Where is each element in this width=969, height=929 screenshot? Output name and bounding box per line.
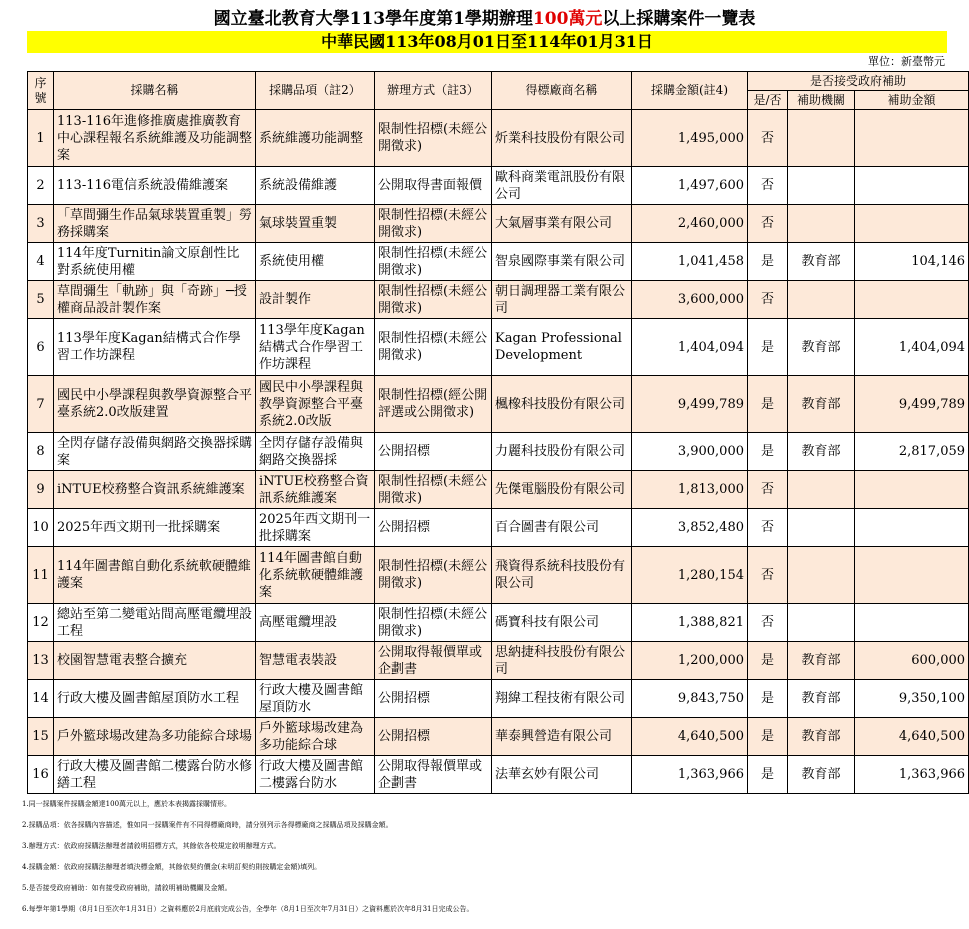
row-index: 8 <box>28 433 54 471</box>
row-amount: 1,813,000 <box>632 471 748 509</box>
row-vendor: Kagan Professional Development <box>492 319 632 376</box>
row-method: 公開招標 <box>375 509 492 547</box>
row-agency <box>788 281 855 319</box>
row-vendor: 大氣層事業有限公司 <box>492 205 632 243</box>
row-amount: 1,200,000 <box>632 642 748 680</box>
table-row <box>28 509 969 547</box>
row-yes-no: 否 <box>748 509 788 547</box>
page-title <box>0 8 969 30</box>
row-agency <box>788 509 855 547</box>
header-procurement-name: 採購名稱 <box>54 72 256 110</box>
row-procurement-name: 行政大樓及圖書館屋頂防水工程 <box>54 680 256 718</box>
row-vendor: 智泉國際事業有限公司 <box>492 243 632 281</box>
row-procurement-name: 全閃存儲存設備與網路交換器採購案 <box>54 433 256 471</box>
row-agency <box>788 471 855 509</box>
row-amount: 1,363,966 <box>632 756 748 794</box>
header-amount: 採購金額(註4) <box>632 72 748 110</box>
row-method: 公開招標 <box>375 433 492 471</box>
row-item: 氣球裝置重製 <box>256 205 375 243</box>
row-subsidy-amount <box>855 110 969 167</box>
row-procurement-name: 113-116年進修推廣處推廣教育中心課程報名系統維護及功能調整案 <box>54 110 256 167</box>
row-item: 系統設備維護 <box>256 167 375 205</box>
row-method: 限制性招標(經公開評選或公開徵求) <box>375 376 492 433</box>
row-vendor: 思納捷科技股份有限公司 <box>492 642 632 680</box>
row-method: 限制性招標(未經公開徵求) <box>375 547 492 604</box>
row-method: 公開取得報價單或企劃書 <box>375 642 492 680</box>
row-index: 16 <box>28 756 54 794</box>
row-vendor: 先傑電腦股份有限公司 <box>492 471 632 509</box>
row-vendor: 飛資得系統科技股份有限公司 <box>492 547 632 604</box>
row-agency <box>788 604 855 642</box>
row-method: 公開招標 <box>375 680 492 718</box>
row-subsidy-amount <box>855 509 969 547</box>
footnote: 2.採購品項：依各採購內容描述，惟如同一採購案件有不同得標廠商時，請分別列示各得標廠商之採購品項及採購金額。 <box>22 821 393 829</box>
row-agency: 教育部 <box>788 376 855 433</box>
table-row <box>28 281 969 319</box>
row-yes-no: 否 <box>748 205 788 243</box>
row-vendor: 碼寶科技有限公司 <box>492 604 632 642</box>
row-yes-no: 否 <box>748 110 788 167</box>
row-yes-no: 否 <box>748 547 788 604</box>
row-amount: 4,640,500 <box>632 718 748 756</box>
row-index: 1 <box>28 110 54 167</box>
row-index: 4 <box>28 243 54 281</box>
row-index: 10 <box>28 509 54 547</box>
row-amount: 1,495,000 <box>632 110 748 167</box>
row-subsidy-amount: 600,000 <box>855 642 969 680</box>
row-procurement-name: 行政大樓及圖書館二樓露台防水修繕工程 <box>54 756 256 794</box>
title-prefix: 國立臺北教育大學113學年度第1學期辦理 <box>213 9 533 29</box>
header-subsidy-group: 是否接受政府補助 <box>748 72 969 91</box>
row-item: 戶外籃球場改建為多功能綜合球 <box>256 718 375 756</box>
currency-unit: 單位：新臺幣元 <box>868 55 945 68</box>
row-item: 全閃存儲存設備與網路交換器採 <box>256 433 375 471</box>
row-subsidy-amount: 9,499,789 <box>855 376 969 433</box>
row-amount: 3,600,000 <box>632 281 748 319</box>
footnote: 5.是否接受政府補助：如有接受政府補助，請敘明補助機關及金額。 <box>22 884 232 892</box>
header-item: 採購品項（註2） <box>256 72 375 110</box>
row-item: 2025年西文期刊一批採購案 <box>256 509 375 547</box>
table-row <box>28 167 969 205</box>
row-yes-no: 是 <box>748 433 788 471</box>
table-row <box>28 756 969 794</box>
row-subsidy-amount <box>855 167 969 205</box>
row-vendor: 力麗科技股份有限公司 <box>492 433 632 471</box>
row-method: 公開取得報價單或企劃書 <box>375 756 492 794</box>
row-amount: 3,852,480 <box>632 509 748 547</box>
row-amount: 1,404,094 <box>632 319 748 376</box>
row-agency <box>788 167 855 205</box>
row-index: 3 <box>28 205 54 243</box>
row-amount: 1,041,458 <box>632 243 748 281</box>
row-yes-no: 是 <box>748 642 788 680</box>
table-row <box>28 547 969 604</box>
row-method: 限制性招標(未經公開徵求) <box>375 281 492 319</box>
row-vendor: 炘業科技股份有限公司 <box>492 110 632 167</box>
row-item: 國民中小學課程與教學資源整合平臺系統2.0改版 <box>256 376 375 433</box>
row-subsidy-amount: 1,404,094 <box>855 319 969 376</box>
row-subsidy-amount: 1,363,966 <box>855 756 969 794</box>
title-suffix: 以上採購案件一覽表 <box>602 9 756 29</box>
row-subsidy-amount <box>855 547 969 604</box>
row-item: 高壓電纜埋設 <box>256 604 375 642</box>
row-vendor: 朝日調理器工業有限公司 <box>492 281 632 319</box>
row-agency <box>788 547 855 604</box>
row-item: 系統維護功能調整 <box>256 110 375 167</box>
row-item: 行政大樓及圖書館二樓露台防水 <box>256 756 375 794</box>
table-row <box>28 471 969 509</box>
row-method: 限制性招標(未經公開徵求) <box>375 243 492 281</box>
row-subsidy-amount <box>855 604 969 642</box>
row-amount: 1,280,154 <box>632 547 748 604</box>
row-agency: 教育部 <box>788 718 855 756</box>
row-index: 15 <box>28 718 54 756</box>
row-vendor: 華泰興營造有限公司 <box>492 718 632 756</box>
row-index: 2 <box>28 167 54 205</box>
row-index: 5 <box>28 281 54 319</box>
row-index: 14 <box>28 680 54 718</box>
row-subsidy-amount <box>855 281 969 319</box>
header-agency: 補助機關 <box>788 91 855 110</box>
procurement-table <box>27 71 969 794</box>
row-item: 114年圖書館自動化系統軟硬體維護案 <box>256 547 375 604</box>
row-procurement-name: 114年度Turnitin論文原創性比對系統使用權 <box>54 243 256 281</box>
row-item: 113學年度Kagan結構式合作學習工作坊課程 <box>256 319 375 376</box>
row-amount: 1,497,600 <box>632 167 748 205</box>
table-row <box>28 376 969 433</box>
row-agency <box>788 205 855 243</box>
row-procurement-name: 國民中小學課程與教學資源整合平臺系統2.0改版建置 <box>54 376 256 433</box>
row-agency <box>788 110 855 167</box>
row-vendor: 歐科商業電訊股份有限公司 <box>492 167 632 205</box>
header-vendor: 得標廠商名稱 <box>492 72 632 110</box>
row-yes-no: 否 <box>748 281 788 319</box>
row-procurement-name: 總站至第二變電站間高壓電纜埋設工程 <box>54 604 256 642</box>
row-procurement-name: 校園智慧電表整合擴充 <box>54 642 256 680</box>
row-yes-no: 否 <box>748 167 788 205</box>
header-yes-no: 是/否 <box>748 91 788 110</box>
row-method: 限制性招標(未經公開徵求) <box>375 205 492 243</box>
row-yes-no: 是 <box>748 718 788 756</box>
row-item: 系統使用權 <box>256 243 375 281</box>
row-agency: 教育部 <box>788 243 855 281</box>
row-index: 12 <box>28 604 54 642</box>
row-vendor: 楓橡科技股份有限公司 <box>492 376 632 433</box>
row-procurement-name: iNTUE校務整合資訊系統維護案 <box>54 471 256 509</box>
row-vendor: 百合圖書有限公司 <box>492 509 632 547</box>
row-agency: 教育部 <box>788 756 855 794</box>
footnotes <box>22 800 962 926</box>
row-agency: 教育部 <box>788 642 855 680</box>
row-procurement-name: 戶外籃球場改建為多功能綜合球場 <box>54 718 256 756</box>
row-amount: 1,388,821 <box>632 604 748 642</box>
row-method: 限制性招標(未經公開徵求) <box>375 110 492 167</box>
row-yes-no: 否 <box>748 471 788 509</box>
row-index: 13 <box>28 642 54 680</box>
header-method: 辦理方式（註3） <box>375 72 492 110</box>
row-procurement-name: 114年圖書館自動化系統軟硬體維護案 <box>54 547 256 604</box>
row-vendor: 翔緯工程技術有限公司 <box>492 680 632 718</box>
row-yes-no: 是 <box>748 319 788 376</box>
row-agency: 教育部 <box>788 319 855 376</box>
row-yes-no: 是 <box>748 680 788 718</box>
row-procurement-name: 113學年度Kagan結構式合作學習工作坊課程 <box>54 319 256 376</box>
row-amount: 2,460,000 <box>632 205 748 243</box>
row-method: 限制性招標(未經公開徵求) <box>375 319 492 376</box>
row-method: 公開招標 <box>375 718 492 756</box>
row-amount: 9,843,750 <box>632 680 748 718</box>
header-index: 序號 <box>28 72 54 110</box>
row-amount: 3,900,000 <box>632 433 748 471</box>
row-procurement-name: 「草間彌生作品氣球裝置重製」勞務採購案 <box>54 205 256 243</box>
row-yes-no: 是 <box>748 243 788 281</box>
table-row <box>28 680 969 718</box>
row-item: 智慧電表裝設 <box>256 642 375 680</box>
row-subsidy-amount: 104,146 <box>855 243 969 281</box>
title-highlight: 100萬元 <box>532 9 603 29</box>
row-method: 公開取得書面報價 <box>375 167 492 205</box>
row-method: 限制性招標(未經公開徵求) <box>375 604 492 642</box>
footnote: 4.採購金額：依政府採購法辦理者填決標金額，其餘依契約價金(未明訂契約則按購定金額)填列。 <box>22 863 322 871</box>
row-index: 7 <box>28 376 54 433</box>
table-row <box>28 205 969 243</box>
row-yes-no: 是 <box>748 376 788 433</box>
footnote: 3.辦理方式：依政府採購法辦理者請敘明招標方式，其餘依各校規定敘明辦理方式。 <box>22 842 281 850</box>
row-procurement-name: 113-116電信系統設備維護案 <box>54 167 256 205</box>
row-item: 設計製作 <box>256 281 375 319</box>
row-item: 行政大樓及圖書館屋頂防水 <box>256 680 375 718</box>
row-method: 限制性招標(未經公開徵求) <box>375 471 492 509</box>
table-row <box>28 110 969 167</box>
row-subsidy-amount <box>855 471 969 509</box>
row-yes-no: 否 <box>748 604 788 642</box>
row-procurement-name: 2025年西文期刊一批採購案 <box>54 509 256 547</box>
row-subsidy-amount: 2,817,059 <box>855 433 969 471</box>
footnote: 6.每學年第1學期（8月1日至次年1月31日）之資料應於2月底前完成公告，全學年（8月1日至次年7月31日）之資料應於次年8月31日完成公告。 <box>22 905 474 913</box>
row-item: iNTUE校務整合資訊系統維護案 <box>256 471 375 509</box>
row-index: 9 <box>28 471 54 509</box>
table-row <box>28 718 969 756</box>
row-subsidy-amount <box>855 205 969 243</box>
table-row <box>28 243 969 281</box>
table-row <box>28 319 969 376</box>
table-row <box>28 642 969 680</box>
date-range-subtitle: 中華民國113年08月01日至114年01月31日 <box>27 31 947 53</box>
row-yes-no: 是 <box>748 756 788 794</box>
table-row <box>28 604 969 642</box>
row-procurement-name: 草間彌生「軌跡」與「奇跡」─授權商品設計製作案 <box>54 281 256 319</box>
row-subsidy-amount: 4,640,500 <box>855 718 969 756</box>
row-amount: 9,499,789 <box>632 376 748 433</box>
table-row <box>28 433 969 471</box>
row-vendor: 法華玄妙有限公司 <box>492 756 632 794</box>
header-subsidy-amount: 補助金額 <box>855 91 969 110</box>
row-agency: 教育部 <box>788 433 855 471</box>
footnote: 1.同一採購案件採購金額達100萬元以上，應於本表揭露採購情形。 <box>22 800 232 808</box>
row-index: 6 <box>28 319 54 376</box>
row-subsidy-amount: 9,350,100 <box>855 680 969 718</box>
row-index: 11 <box>28 547 54 604</box>
row-agency: 教育部 <box>788 680 855 718</box>
